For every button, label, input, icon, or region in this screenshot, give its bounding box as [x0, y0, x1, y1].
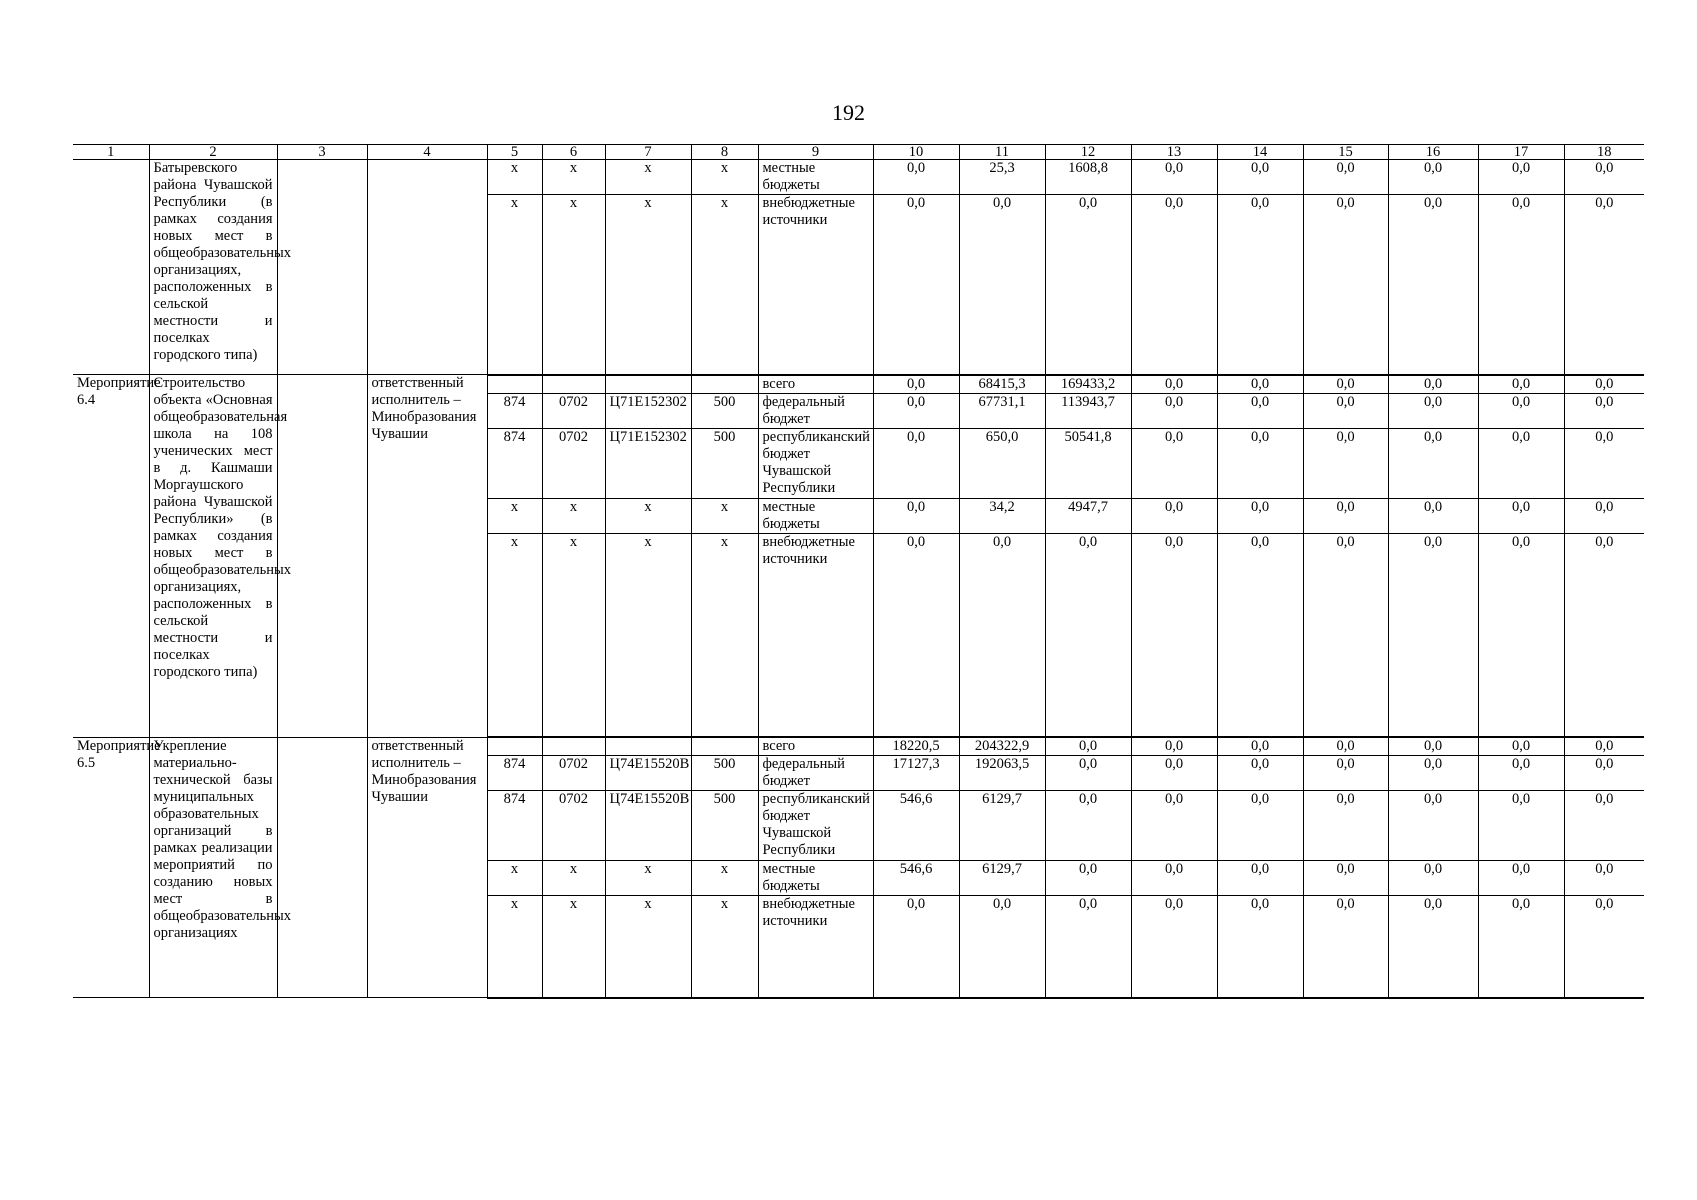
value-cell: 192063,5	[959, 756, 1045, 791]
value-cell: 0,0	[873, 896, 959, 998]
value-cell: 0,0	[1564, 195, 1644, 375]
value-cell: 0,0	[1217, 375, 1303, 394]
code-cell-c5	[487, 737, 542, 756]
code-cell-c7: x	[605, 195, 691, 375]
code-cell-c5: x	[487, 195, 542, 375]
value-cell: 0,0	[873, 498, 959, 533]
value-cell: 1608,8	[1045, 160, 1131, 195]
code-cell-c6: x	[542, 533, 605, 737]
value-cell: 0,0	[873, 428, 959, 498]
value-cell: 0,0	[1478, 498, 1564, 533]
executor-cell: ответственный исполнитель – Минобразования Чувашии	[367, 737, 487, 998]
value-cell: 0,0	[959, 896, 1045, 998]
value-cell: 0,0	[1045, 791, 1131, 861]
value-cell: 0,0	[1303, 791, 1388, 861]
value-cell: 0,0	[1478, 737, 1564, 756]
code-cell-c6: 0702	[542, 791, 605, 861]
code-cell-c7: x	[605, 896, 691, 998]
value-cell: 0,0	[1217, 160, 1303, 195]
header-row	[73, 145, 1644, 160]
code-cell-c6	[542, 737, 605, 756]
value-cell: 0,0	[1388, 533, 1478, 737]
funding-source: местные бюджеты	[758, 498, 873, 533]
value-cell: 0,0	[1478, 791, 1564, 861]
value-cell: 0,0	[873, 533, 959, 737]
code-cell-c6: x	[542, 195, 605, 375]
value-cell: 0,0	[1388, 428, 1478, 498]
value-cell: 68415,3	[959, 375, 1045, 394]
value-cell: 0,0	[1217, 791, 1303, 861]
column-header: 8	[691, 145, 758, 160]
code-cell-c7: Ц74Е15520В	[605, 756, 691, 791]
value-cell: 0,0	[1217, 896, 1303, 998]
code-cell-c5: x	[487, 160, 542, 195]
value-cell: 0,0	[1478, 756, 1564, 791]
code-cell-c8: 500	[691, 393, 758, 428]
col3-cell	[277, 737, 367, 998]
value-cell: 0,0	[1131, 861, 1217, 896]
funding-source: всего	[758, 375, 873, 394]
value-cell: 0,0	[1131, 393, 1217, 428]
value-cell: 0,0	[1564, 160, 1644, 195]
value-cell: 113943,7	[1045, 393, 1131, 428]
measure-label: Мероприятие 6.5	[73, 737, 149, 998]
value-cell: 0,0	[1045, 195, 1131, 375]
value-cell: 0,0	[1131, 375, 1217, 394]
funding-source: местные бюджеты	[758, 160, 873, 195]
value-cell: 0,0	[1478, 861, 1564, 896]
code-cell-c6: x	[542, 160, 605, 195]
table-row	[73, 160, 1644, 195]
funding-source: федеральный бюджет	[758, 756, 873, 791]
code-cell-c7: x	[605, 861, 691, 896]
value-cell: 0,0	[1303, 533, 1388, 737]
value-cell: 0,0	[1303, 195, 1388, 375]
funding-source: внебюджетные источники	[758, 896, 873, 998]
value-cell: 0,0	[1303, 896, 1388, 998]
code-cell-c8	[691, 737, 758, 756]
column-header: 14	[1217, 145, 1303, 160]
page-number: 192	[832, 100, 865, 125]
value-cell: 0,0	[1478, 375, 1564, 394]
value-cell: 0,0	[873, 375, 959, 394]
value-cell: 34,2	[959, 498, 1045, 533]
column-header: 11	[959, 145, 1045, 160]
value-cell: 0,0	[1131, 428, 1217, 498]
code-cell-c6	[542, 375, 605, 394]
code-cell-c6: x	[542, 861, 605, 896]
code-cell-c7	[605, 737, 691, 756]
value-cell: 0,0	[1303, 861, 1388, 896]
funding-source: внебюджетные источники	[758, 533, 873, 737]
value-cell: 0,0	[1564, 737, 1644, 756]
value-cell: 0,0	[1564, 756, 1644, 791]
value-cell: 0,0	[1045, 896, 1131, 998]
value-cell: 0,0	[1564, 533, 1644, 737]
value-cell: 0,0	[1217, 498, 1303, 533]
value-cell: 0,0	[1388, 375, 1478, 394]
value-cell: 0,0	[1478, 896, 1564, 998]
executor-cell	[367, 160, 487, 375]
value-cell: 0,0	[1478, 393, 1564, 428]
value-cell: 0,0	[1217, 393, 1303, 428]
value-cell: 169433,2	[1045, 375, 1131, 394]
code-cell-c5: x	[487, 861, 542, 896]
value-cell: 0,0	[1388, 861, 1478, 896]
value-cell: 0,0	[1045, 756, 1131, 791]
code-cell-c5	[487, 375, 542, 394]
code-cell-c5: 874	[487, 791, 542, 861]
table-body	[73, 160, 1644, 998]
column-header: 3	[277, 145, 367, 160]
table-row	[73, 737, 1644, 756]
value-cell: 204322,9	[959, 737, 1045, 756]
value-cell: 0,0	[1217, 533, 1303, 737]
value-cell: 0,0	[1045, 533, 1131, 737]
column-header: 9	[758, 145, 873, 160]
value-cell: 0,0	[1388, 195, 1478, 375]
measure-label: Мероприятие 6.4	[73, 375, 149, 738]
value-cell: 546,6	[873, 861, 959, 896]
value-cell: 0,0	[1045, 737, 1131, 756]
value-cell: 6129,7	[959, 861, 1045, 896]
code-cell-c8: 500	[691, 756, 758, 791]
value-cell: 0,0	[1303, 737, 1388, 756]
column-header: 10	[873, 145, 959, 160]
measure-name: Строительство объекта «Основная общеобразовательная школа на 108 ученических мест в д. Кашмаши Моргаушского района Чувашской Республики» (в рамках создания новых мест в общеобразовательных организациях, расположенных в сельской местности и поселках городского типа)	[149, 375, 277, 738]
value-cell: 0,0	[1388, 756, 1478, 791]
value-cell: 0,0	[1478, 533, 1564, 737]
column-header: 6	[542, 145, 605, 160]
code-cell-c6: 0702	[542, 393, 605, 428]
column-header: 7	[605, 145, 691, 160]
value-cell: 0,0	[1131, 498, 1217, 533]
code-cell-c5: 874	[487, 428, 542, 498]
value-cell: 0,0	[1303, 756, 1388, 791]
measure-label	[73, 160, 149, 375]
value-cell: 0,0	[959, 533, 1045, 737]
value-cell: 50541,8	[1045, 428, 1131, 498]
value-cell: 0,0	[1388, 791, 1478, 861]
value-cell: 650,0	[959, 428, 1045, 498]
value-cell: 0,0	[1045, 861, 1131, 896]
column-header: 1	[73, 145, 149, 160]
value-cell: 0,0	[959, 195, 1045, 375]
code-cell-c8: x	[691, 861, 758, 896]
budget-table	[73, 144, 1644, 999]
code-cell-c8: 500	[691, 791, 758, 861]
value-cell: 0,0	[1388, 896, 1478, 998]
code-cell-c7	[605, 375, 691, 394]
value-cell: 0,0	[1217, 428, 1303, 498]
column-header: 15	[1303, 145, 1388, 160]
value-cell: 0,0	[1131, 195, 1217, 375]
column-header: 4	[367, 145, 487, 160]
value-cell: 0,0	[1478, 195, 1564, 375]
value-cell: 0,0	[873, 393, 959, 428]
code-cell-c5: x	[487, 533, 542, 737]
value-cell: 0,0	[1303, 393, 1388, 428]
value-cell: 0,0	[1564, 791, 1644, 861]
code-cell-c6: x	[542, 498, 605, 533]
value-cell: 0,0	[1131, 756, 1217, 791]
code-cell-c7: Ц71Е152302	[605, 428, 691, 498]
code-cell-c8: x	[691, 896, 758, 998]
code-cell-c7: x	[605, 498, 691, 533]
value-cell: 0,0	[1131, 160, 1217, 195]
value-cell: 0,0	[1564, 896, 1644, 998]
col3-cell	[277, 160, 367, 375]
value-cell: 0,0	[1217, 737, 1303, 756]
table-header	[73, 145, 1644, 160]
code-cell-c5: x	[487, 498, 542, 533]
code-cell-c8: x	[691, 533, 758, 737]
value-cell: 0,0	[873, 160, 959, 195]
value-cell: 0,0	[1388, 737, 1478, 756]
value-cell: 0,0	[1388, 393, 1478, 428]
code-cell-c8: x	[691, 160, 758, 195]
funding-source: республиканский бюджет Чувашской Республики	[758, 791, 873, 861]
code-cell-c6: x	[542, 896, 605, 998]
funding-source: местные бюджеты	[758, 861, 873, 896]
code-cell-c8	[691, 375, 758, 394]
value-cell: 0,0	[1217, 861, 1303, 896]
code-cell-c5: 874	[487, 393, 542, 428]
column-header: 13	[1131, 145, 1217, 160]
code-cell-c7: x	[605, 160, 691, 195]
value-cell: 0,0	[1564, 498, 1644, 533]
value-cell: 0,0	[1388, 160, 1478, 195]
value-cell: 6129,7	[959, 791, 1045, 861]
code-cell-c6: 0702	[542, 428, 605, 498]
code-cell-c8: x	[691, 498, 758, 533]
value-cell: 25,3	[959, 160, 1045, 195]
value-cell: 0,0	[1217, 756, 1303, 791]
column-header: 16	[1388, 145, 1478, 160]
column-header: 12	[1045, 145, 1131, 160]
code-cell-c7: Ц71Е152302	[605, 393, 691, 428]
funding-source: всего	[758, 737, 873, 756]
value-cell: 0,0	[1564, 428, 1644, 498]
value-cell: 0,0	[1131, 896, 1217, 998]
value-cell: 0,0	[1131, 533, 1217, 737]
value-cell: 0,0	[1131, 737, 1217, 756]
value-cell: 0,0	[1478, 428, 1564, 498]
code-cell-c5: 874	[487, 756, 542, 791]
code-cell-c8: 500	[691, 428, 758, 498]
funding-source: федеральный бюджет	[758, 393, 873, 428]
column-header: 2	[149, 145, 277, 160]
executor-cell: ответственный исполнитель – Минобразования Чувашии	[367, 375, 487, 738]
measure-name: Укрепление материально-технической базы муниципальных образовательных организаций в рамках реализации мероприятий по созданию новых мест в общеобразовательных организациях	[149, 737, 277, 998]
value-cell: 0,0	[1388, 498, 1478, 533]
column-header: 5	[487, 145, 542, 160]
measure-name: Батыревского района Чувашской Республики (в рамках создания новых мест в общеобразовательных организациях, расположенных в сельской местности и поселках городского типа)	[149, 160, 277, 375]
value-cell: 0,0	[1131, 791, 1217, 861]
column-header: 18	[1564, 145, 1644, 160]
value-cell: 17127,3	[873, 756, 959, 791]
value-cell: 18220,5	[873, 737, 959, 756]
value-cell: 0,0	[1303, 498, 1388, 533]
funding-source: республиканский бюджет Чувашской Республики	[758, 428, 873, 498]
value-cell: 546,6	[873, 791, 959, 861]
table-row	[73, 375, 1644, 394]
code-cell-c8: x	[691, 195, 758, 375]
funding-source: внебюджетные источники	[758, 195, 873, 375]
value-cell: 0,0	[1303, 160, 1388, 195]
value-cell: 0,0	[1564, 375, 1644, 394]
value-cell: 0,0	[1303, 375, 1388, 394]
value-cell: 4947,7	[1045, 498, 1131, 533]
code-cell-c5: x	[487, 896, 542, 998]
col3-cell	[277, 375, 367, 738]
value-cell: 0,0	[1564, 861, 1644, 896]
value-cell: 0,0	[1217, 195, 1303, 375]
value-cell: 0,0	[1478, 160, 1564, 195]
code-cell-c7: Ц74Е15520В	[605, 791, 691, 861]
column-header: 17	[1478, 145, 1564, 160]
value-cell: 0,0	[1564, 393, 1644, 428]
code-cell-c7: x	[605, 533, 691, 737]
code-cell-c6: 0702	[542, 756, 605, 791]
value-cell: 0,0	[1303, 428, 1388, 498]
value-cell: 0,0	[873, 195, 959, 375]
value-cell: 67731,1	[959, 393, 1045, 428]
